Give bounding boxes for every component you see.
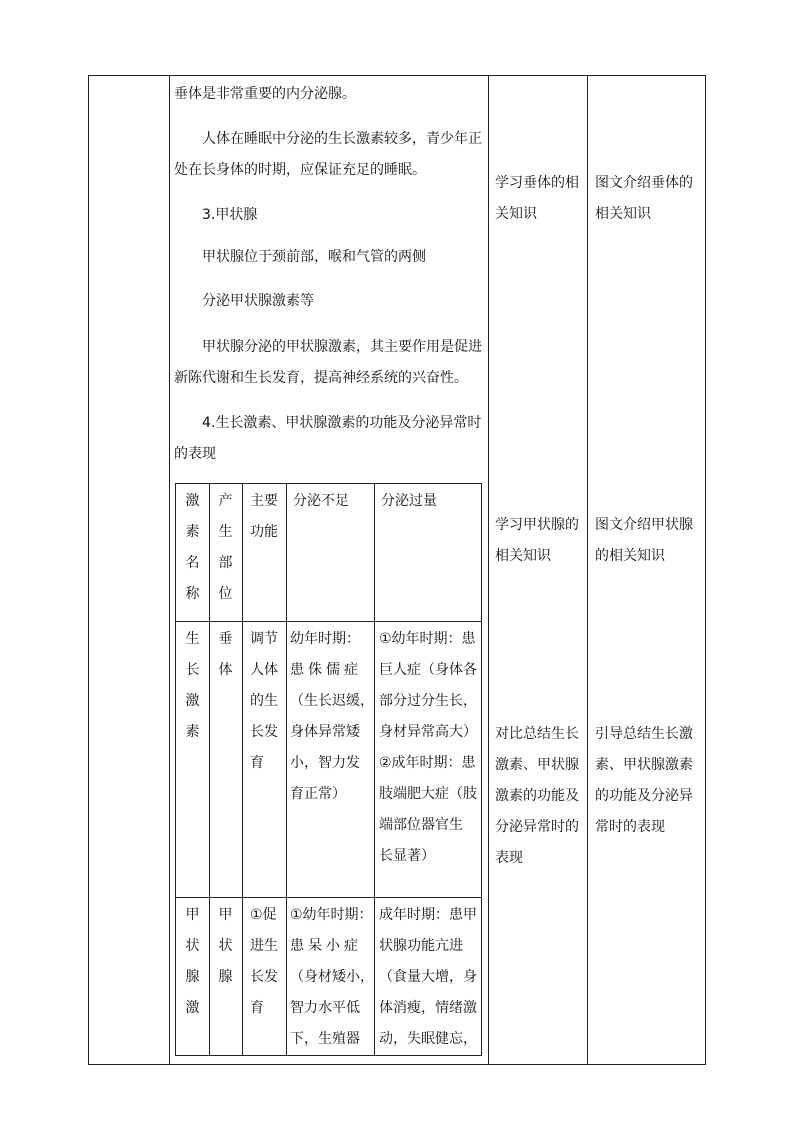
growth-hormone-name: 生 长 激 素 (185, 631, 200, 740)
lesson-plan-table (88, 75, 706, 1065)
student-activity-1: 学习垂体的相 关知识 (495, 175, 579, 222)
paragraph: 人体在睡眠中分泌的生长激素较多，青少年正 (202, 131, 482, 147)
design-intent-3: 引导总结生长激 素、甲状腺激素 的功能及分泌异 常时的表现 (595, 726, 693, 835)
student-activity-3: 对比总结生长 激素、甲状腺 激素的功能及 分泌异常时的 表现 (495, 726, 579, 866)
thyroid-hormone-excess: 成年时期：患甲 状腺功能亢进 （食量大增，身 体消瘦，情绪激 动，失眠健忘， (379, 907, 477, 1047)
paragraph: 甲状腺位于颈前部，喉和气管的两侧 (202, 249, 426, 265)
paragraph: 新陈代谢和生长发育，提高神经系统的兴奋性。 (174, 370, 468, 386)
thyroid-hormone-organ: 甲 状 腺 (218, 907, 233, 985)
column-divider (587, 76, 588, 1064)
thyroid-hormone-name: 甲 状 腺 激 (185, 907, 200, 1016)
paragraph: 处在长身体的时期，应保证充足的睡眠。 (174, 162, 426, 178)
thyroid-hormone-deficit: ①幼年时期： 患呆小症 （身材矮小， 智力水平低 下，生殖器 (290, 907, 374, 1047)
growth-hormone-function: 调节 人体 的生 长发 育 (250, 631, 278, 771)
column-divider (169, 76, 170, 1064)
growth-hormone-organ: 垂 体 (218, 631, 233, 678)
paragraph: 甲状腺分泌的甲状腺激素，其主要作用是促进 (202, 339, 482, 355)
section-heading: 4.生长激素、甲状腺激素的功能及分泌异常时 (202, 415, 482, 431)
header-excess: 分泌过量 (381, 493, 437, 509)
growth-hormone-excess: ①幼年时期：患 巨人症（身体各 部分过分生长， 身材异常高大） ②成年时期：患 肢端肥大症（肢 端部位器官生 长显著） (379, 631, 477, 864)
section-heading: 的表现 (174, 446, 216, 462)
design-intent-1: 图文介绍垂体的 相关知识 (595, 175, 693, 222)
header-hormone-name: 激 素 名 称 (185, 493, 200, 602)
paragraph: 分泌甲状腺激素等 (202, 293, 314, 309)
section-heading: 3.甲状腺 (202, 207, 258, 223)
thyroid-hormone-function: ①促 进生 长发 育 (250, 907, 278, 1016)
header-function: 主要 功能 (250, 493, 278, 540)
header-organ: 产 生 部 位 (218, 493, 233, 602)
paragraph: 垂体是非常重要的内分泌腺。 (174, 86, 356, 102)
table-divider (286, 484, 287, 1055)
growth-hormone-deficit: 幼年时期： 患侏儒症 （生长迟缓， 身体异常矮 小，智力发 育正常） (290, 631, 374, 802)
header-deficit: 分泌不足 (293, 493, 349, 509)
design-intent-2: 图文介绍甲状腺 的相关知识 (595, 517, 693, 564)
student-activity-2: 学习甲状腺的 相关知识 (495, 517, 579, 564)
table-divider (242, 484, 243, 1055)
table-divider (176, 897, 481, 898)
hormone-comparison-table (175, 483, 482, 1056)
column-divider (488, 76, 489, 1064)
table-divider (374, 484, 375, 1055)
table-divider (176, 621, 481, 622)
